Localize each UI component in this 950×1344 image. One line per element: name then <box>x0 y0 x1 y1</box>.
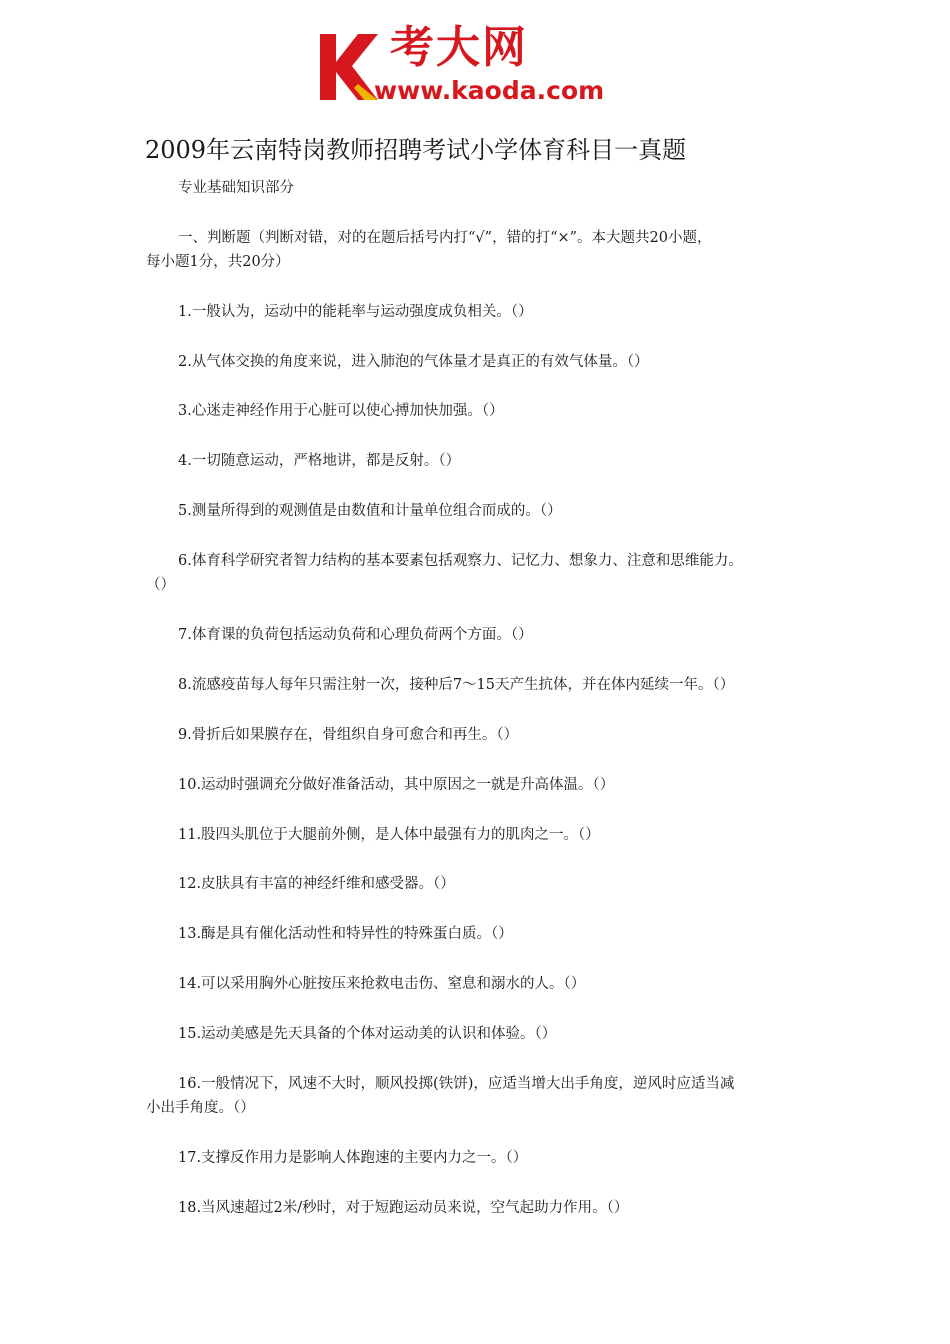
k-logo-icon <box>318 32 380 102</box>
question-item: 13.酶是具有催化活动性和特异性的特殊蛋白质。（） <box>178 926 513 942</box>
logo-chinese-text: 考大网 <box>390 22 528 73</box>
question-continuation: 小出手角度。（） <box>146 1100 255 1116</box>
question-item: 4.一切随意运动，严格地讲，都是反射。（） <box>178 453 461 469</box>
question-item: 7.体育课的负荷包括运动负荷和心理负荷两个方面。（） <box>178 627 533 643</box>
question-item: 10.运动时强调充分做好准备活动，其中原因之一就是升高体温。（） <box>178 777 615 793</box>
question-item: 9.骨折后如果膜存在，骨组织自身可愈合和再生。（） <box>178 727 519 743</box>
question-continuation: （） <box>146 577 175 593</box>
instruction-line-2: 每小题1分，共20分） <box>146 254 290 270</box>
question-item: 11.股四头肌位于大腿前外侧，是人体中最强有力的肌肉之一。（） <box>178 827 600 843</box>
question-item: 8.流感疫苗每人每年只需注射一次，接种后7～15天产生抗体，并在体内延续一年。（） <box>178 677 735 693</box>
logo-url-text: www.kaoda.com <box>374 76 605 105</box>
instruction-line-1: 一、判断题（判断对错，对的在题后括号内打“√”，错的打“×”。本大题共20小题， <box>178 230 712 246</box>
question-item: 16.一般情况下，风速不大时，顺风投掷(铁饼)，应适当增大出手角度，逆风时应适当减 <box>178 1076 735 1092</box>
section-heading: 专业基础知识部分 <box>178 180 294 196</box>
question-item: 6.体育科学研究者智力结构的基本要素包括观察力、记忆力、想象力、注意和思维能力。 <box>178 553 743 569</box>
question-item: 2.从气体交换的角度来说，进入肺泡的气体量才是真正的有效气体量。（） <box>178 354 649 370</box>
question-item: 14.可以采用胸外心脏按压来抢救电击伤、窒息和溺水的人。（） <box>178 976 586 992</box>
page-title: 2009年云南特岗教师招聘考试小学体育科目一真题 <box>145 136 687 164</box>
question-item: 12.皮肤具有丰富的神经纤维和感受器。（） <box>178 876 455 892</box>
question-item: 5.测量所得到的观测值是由数值和计量单位组合而成的。（） <box>178 503 562 519</box>
question-item: 15.运动美感是先天具备的个体对运动美的认识和体验。（） <box>178 1026 557 1042</box>
question-item: 1.一般认为，运动中的能耗率与运动强度成负相关。（） <box>178 304 533 320</box>
kaoda-logo <box>318 22 638 108</box>
question-item: 17.支撑反作用力是影响人体跑速的主要内力之一。（） <box>178 1150 528 1166</box>
question-item: 3.心迷走神经作用于心脏可以使心搏加快加强。（） <box>178 403 504 419</box>
question-item: 18.当风速超过2米/秒时，对于短跑运动员来说，空气起助力作用。（） <box>178 1200 629 1216</box>
